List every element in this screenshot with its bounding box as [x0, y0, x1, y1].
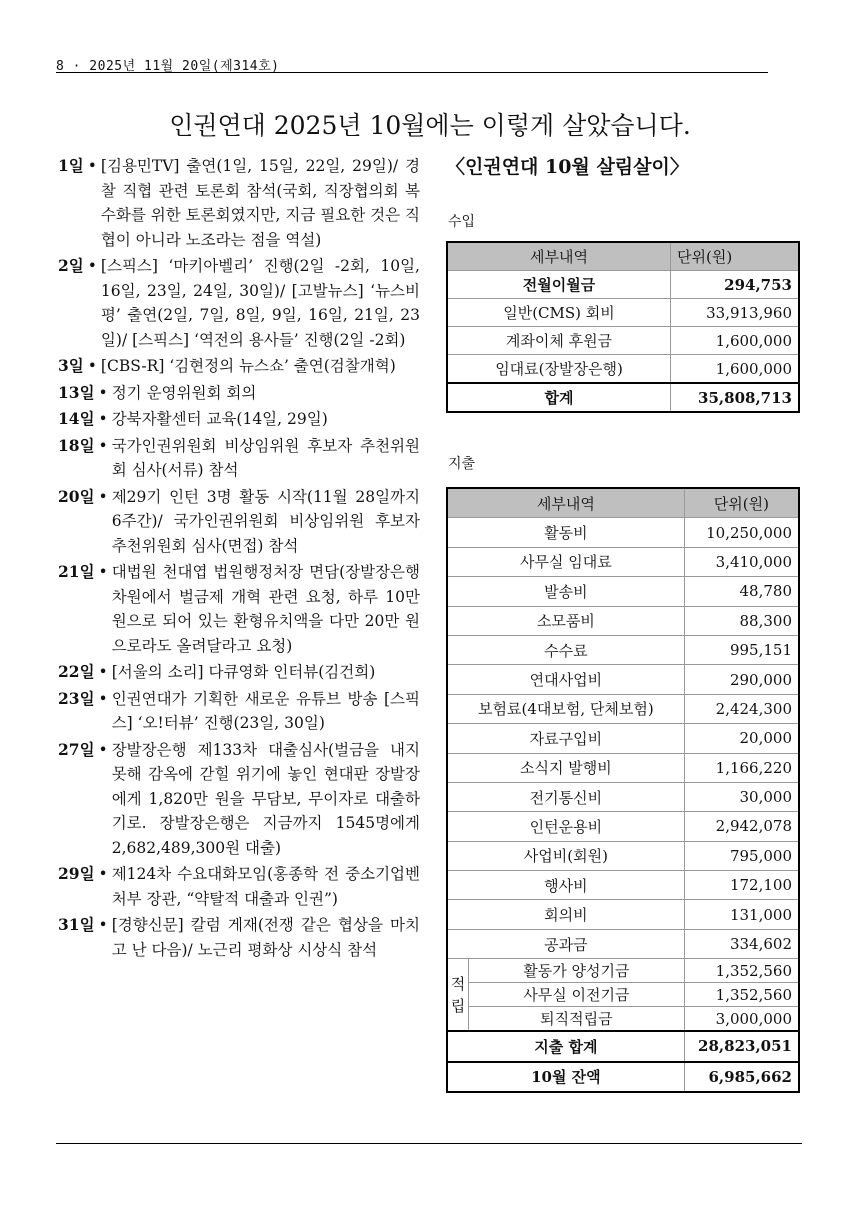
- expense-item: 전기통신비: [447, 782, 684, 811]
- expense-item: 소모품비: [447, 606, 684, 635]
- bullet-icon: •: [87, 357, 97, 375]
- expense-row: [447, 518, 799, 547]
- expense-total-amount: 28,823,051: [684, 1031, 799, 1061]
- income-item: 일반(CMS) 회비: [447, 299, 671, 327]
- expense-row: [447, 841, 799, 870]
- expense-total-label: 지출 합계: [447, 1031, 684, 1061]
- activity-day: 13일: [58, 382, 95, 402]
- bullet-icon: •: [98, 865, 108, 883]
- income-total-amount: 35,808,713: [671, 383, 800, 412]
- expense-item: 수수료: [447, 635, 684, 664]
- activity-entry: [58, 738, 420, 861]
- bullet-icon: •: [98, 383, 108, 402]
- activity-entry: [58, 381, 420, 406]
- activity-entry: [58, 354, 420, 379]
- expense-amount: 172,100: [684, 871, 799, 900]
- activity-text: [스픽스] ‘마키아벨리’ 진행(2일 -2회, 10일, 16일, 23일, 24일, 30일)/ [고발뉴스] ‘뉴스비평’ 출연(2일, 7일, 8일, 9일, 16일, 21일, 23일)/ [스픽스] ‘역전의 용사들’ 진행(2일 -2회): [100, 257, 420, 349]
- reserve-row: [447, 959, 799, 983]
- income-amount: 33,913,960: [671, 299, 800, 327]
- expense-item: 공과금: [447, 929, 684, 958]
- expense-amount: 88,300: [684, 606, 799, 635]
- bullet-icon: •: [87, 157, 97, 175]
- activity-entry: [58, 660, 420, 685]
- expense-item: 보험료(4대보험, 단체보험): [447, 694, 684, 723]
- activity-text: 제29기 인턴 3명 활동 시작(11월 28일까지 6주간)/ 국가인권위원회 비상임위원 후보자 추천위원회 심사(면접) 참석: [111, 487, 420, 555]
- expense-label: 지출: [448, 456, 476, 472]
- income-item: 계좌이체 후원금: [447, 327, 671, 355]
- expense-row: [447, 782, 799, 811]
- expense-amount: 290,000: [684, 665, 799, 694]
- expense-row: [447, 665, 799, 694]
- expense-balance-row: [447, 1062, 799, 1092]
- reserve-row: [447, 983, 799, 1007]
- expense-total-row: [447, 1031, 799, 1061]
- bullet-icon: •: [98, 563, 108, 581]
- expense-amount: 334,602: [684, 929, 799, 958]
- expense-item: 인턴운용비: [447, 812, 684, 841]
- activity-entry: [58, 154, 420, 252]
- activity-day: 2일: [58, 256, 84, 275]
- income-table: [446, 241, 800, 413]
- finance-title: 〈인권연대 10월 살림살이〉: [446, 156, 689, 178]
- expense-row: [447, 900, 799, 929]
- income-row: [447, 271, 799, 299]
- activity-text: [서울의 소리] 다큐영화 인터뷰(김건희): [111, 663, 376, 681]
- expense-row: [447, 812, 799, 841]
- expense-row: [447, 547, 799, 576]
- header-rule: [56, 72, 768, 73]
- activity-text: 제124차 수요대화모임(홍종학 전 중소기업벤처부 장관, “약탈적 대출과 인권”): [111, 865, 420, 908]
- bullet-icon: •: [98, 916, 108, 934]
- expense-item: 행사비: [447, 871, 684, 900]
- page-header: 8 · 2025년 11월 20일(제314호): [56, 59, 280, 74]
- income-amount: 1,600,000: [671, 355, 800, 384]
- activity-text: [경향신문] 칼럼 게재(전쟁 같은 협상을 마치고 난 다음)/ 노근리 평화상 시상식 참석: [111, 916, 420, 959]
- expense-row: [447, 724, 799, 753]
- reserve-label: [447, 959, 469, 1032]
- expense-row: [447, 929, 799, 958]
- expense-amount: 30,000: [684, 782, 799, 811]
- activity-day: 18일: [58, 435, 95, 455]
- income-item: 전월이월금: [447, 271, 671, 299]
- expense-item: 사무실 임대료: [447, 547, 684, 576]
- page-title: 인권연대 2025년 10월에는 이렇게 살았습니다.: [169, 111, 691, 140]
- expense-amount: 48,780: [684, 577, 799, 606]
- bullet-icon: •: [98, 436, 108, 455]
- reserve-label-char: 적: [450, 974, 466, 993]
- activity-text: 강북자활센터 교육(14일, 29일): [111, 410, 328, 428]
- activity-entry: [58, 862, 420, 911]
- expense-row: [447, 635, 799, 664]
- expense-amount: 2,424,300: [684, 694, 799, 723]
- activity-day: 31일: [58, 915, 95, 934]
- expense-header-item: 세부내역: [447, 488, 684, 518]
- reserve-amount: 1,352,560: [684, 983, 799, 1007]
- expense-row: [447, 871, 799, 900]
- expense-balance-amount: 6,985,662: [684, 1062, 799, 1092]
- expense-item: 사업비(회원): [447, 841, 684, 870]
- income-amount: 1,600,000: [671, 327, 800, 355]
- activity-day: 14일: [58, 409, 95, 428]
- activity-text: [CBS-R] ‘김현정의 뉴스쇼’ 출연(검찰개혁): [100, 357, 396, 375]
- expense-row: [447, 606, 799, 635]
- expense-item: 발송비: [447, 577, 684, 606]
- expense-row: [447, 753, 799, 782]
- activity-list: [58, 154, 420, 964]
- income-row: [447, 355, 799, 384]
- income-amount: 294,753: [671, 271, 800, 299]
- activity-text: [김용민TV] 출연(1일, 15일, 22일, 29일)/ 경찰 직협 관련 토론회 참석(국회, 직장협의회 복수화를 위한 토론회였지만, 지금 필요한 것은 직협이 아니라 노조라는 점을 역설): [100, 157, 420, 249]
- activity-day: 1일: [58, 156, 84, 175]
- expense-amount: 131,000: [684, 900, 799, 929]
- income-header-amount: 단위(원): [671, 242, 800, 271]
- income-total-row: [447, 383, 799, 412]
- activity-entry: [58, 254, 420, 352]
- income-row: [447, 327, 799, 355]
- activity-entry: [58, 485, 420, 559]
- bullet-icon: •: [98, 740, 108, 759]
- expense-amount: 10,250,000: [684, 518, 799, 547]
- expense-header-row: [447, 488, 799, 518]
- activity-day: 20일: [58, 486, 95, 506]
- activity-entry: [58, 687, 420, 736]
- income-label: 수입: [448, 214, 476, 230]
- expense-amount: 1,166,220: [684, 753, 799, 782]
- income-header-row: [447, 242, 799, 271]
- activity-text: 대법원 천대엽 법원행정처장 면담(장발장은행 차원에서 벌금제 개혁 관련 요청, 하루 10만 원으로 되어 있는 환형유치액을 다만 20만 원으로라도 올려달라고 요청): [111, 563, 420, 655]
- reserve-amount: 3,000,000: [684, 1007, 799, 1032]
- finance-section: [446, 152, 802, 1093]
- activity-entry: [58, 560, 420, 658]
- income-total-label: 합계: [447, 383, 671, 412]
- expense-row: [447, 694, 799, 723]
- activity-day: 21일: [58, 562, 95, 581]
- bullet-icon: •: [98, 663, 108, 681]
- bullet-icon: •: [87, 257, 97, 275]
- reserve-item: 활동가 양성기금: [469, 959, 685, 983]
- activity-day: 23일: [58, 688, 95, 708]
- income-row: [447, 299, 799, 327]
- reserve-item: 사무실 이전기금: [469, 983, 685, 1007]
- expense-item: 자료구입비: [447, 724, 684, 753]
- reserve-item: 퇴직적립금: [469, 1007, 685, 1032]
- expense-balance-label: 10월 잔액: [447, 1062, 684, 1092]
- expense-table: [446, 487, 800, 1093]
- activity-day: 22일: [58, 662, 95, 681]
- bullet-icon: •: [98, 487, 108, 506]
- footer-rule: [56, 1143, 802, 1144]
- activity-text: 인권연대가 기획한 새로운 유튜브 방송 [스픽스] ‘오!터뷰’ 진행(23일, 30일): [111, 689, 420, 732]
- expense-amount: 795,000: [684, 841, 799, 870]
- activity-text: 장발장은행 제133차 대출심사(벌금을 내지 못해 감옥에 갇힐 위기에 놓인 현대판 장발장에게 1,820만 원을 무담보, 무이자로 대출하기로. 장발장은행은 지금까지 1545명에게 2,682,489,300원 대출): [111, 740, 420, 857]
- expense-row: [447, 577, 799, 606]
- income-item: 임대료(장발장은행): [447, 355, 671, 384]
- activity-day: 27일: [58, 739, 95, 759]
- expense-amount: 2,942,078: [684, 812, 799, 841]
- activity-entry: [58, 434, 420, 483]
- expense-item: 회의비: [447, 900, 684, 929]
- activity-entry: [58, 407, 420, 432]
- activity-day: 29일: [58, 864, 95, 883]
- income-header-item: 세부내역: [447, 242, 671, 271]
- reserve-amount: 1,352,560: [684, 959, 799, 983]
- expense-header-amount: 단위(원): [684, 488, 799, 518]
- activity-text: 정기 운영위원회 회의: [111, 383, 257, 402]
- reserve-row: [447, 1007, 799, 1032]
- bullet-icon: •: [98, 410, 108, 428]
- expense-item: 활동비: [447, 518, 684, 547]
- expense-item: 연대사업비: [447, 665, 684, 694]
- expense-amount: 20,000: [684, 724, 799, 753]
- reserve-label-char: 립: [450, 996, 466, 1015]
- bullet-icon: •: [98, 689, 108, 708]
- activity-entry: [58, 913, 420, 962]
- expense-amount: 3,410,000: [684, 547, 799, 576]
- expense-item: 소식지 발행비: [447, 753, 684, 782]
- activity-day: 3일: [58, 356, 84, 375]
- expense-amount: 995,151: [684, 635, 799, 664]
- activity-text: 국가인권위원회 비상임위원 후보자 추천위원회 심사(서류) 참석: [111, 436, 420, 479]
